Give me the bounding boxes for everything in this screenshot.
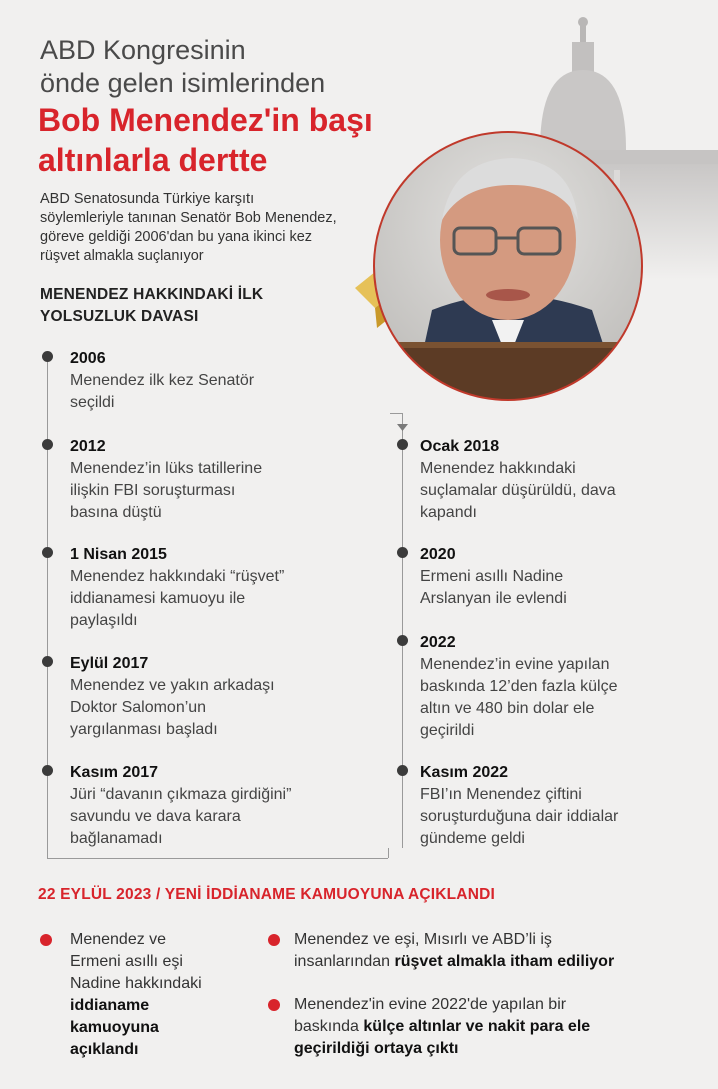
timeline-right-line: [402, 413, 403, 848]
title-intro: [40, 34, 400, 100]
timeline-text: Menendez hakkındaki: [420, 460, 576, 477]
timeline-item-2006: [70, 348, 370, 414]
bullet-text-bold: iddianame: [70, 997, 150, 1014]
bullet-dot: [268, 934, 280, 946]
timeline-item-2012: [70, 436, 370, 524]
timeline-top-connector: [390, 413, 402, 414]
timeline-item-2015: [70, 544, 370, 632]
bullet-text-bold: açıklandı: [70, 1041, 139, 1058]
bullet-gold-seized: [294, 994, 694, 1060]
title-intro-line1: ABD Kongresinin: [40, 35, 246, 65]
timeline-text: FBI’ın Menendez çiftini: [420, 786, 582, 803]
bullet-dot: [268, 999, 280, 1011]
timeline-text: Menendez hakkındaki “rüşvet”: [70, 568, 285, 585]
arrow-down-icon: [397, 424, 408, 432]
timeline-date: 2012: [70, 438, 106, 455]
timeline-text: yargılanması başladı: [70, 721, 218, 738]
new-indictment-title: 22 EYLÜL 2023 / YENİ İDDİANAME KAMUOYUNA AÇIKLANDI: [38, 886, 495, 903]
subtitle-line3: göreve geldiği 2006'dan bu yana ikinci kez: [40, 229, 313, 245]
bullet-text-bold: rüşvet almakla itham ediliyor: [394, 953, 615, 970]
headline-line1: Bob Menendez'in başı: [38, 102, 373, 138]
timeline-text: Ermeni asıllı Nadine: [420, 568, 564, 585]
timeline-dot: [397, 635, 408, 646]
headline-line2: altınlarla dertte: [38, 142, 268, 178]
timeline-item-2022: [420, 632, 710, 742]
timeline-text: Menendez’in lüks tatillerine: [70, 460, 263, 477]
subtitle-line4: rüşvet almakla suçlanıyor: [40, 248, 204, 264]
timeline-text: iddianamesi kamuoyu ile: [70, 590, 246, 607]
timeline-text: baskında 12’den fazla külçe: [420, 678, 618, 695]
timeline-dot: [42, 656, 53, 667]
bullet-dot: [40, 934, 52, 946]
title-intro-line2: önde gelen isimlerinden: [40, 68, 326, 98]
timeline-text: savundu ve dava karara: [70, 808, 241, 825]
timeline-dot: [397, 547, 408, 558]
bullet-text-bold: geçirildiği ortaya çıktı: [294, 1040, 459, 1057]
timeline-text: seçildi: [70, 394, 115, 411]
timeline-date: 1 Nisan 2015: [70, 546, 167, 563]
timeline-section-title-line1: MENENDEZ HAKKINDAKİ İLK: [40, 286, 264, 303]
timeline-date: 2006: [70, 350, 106, 367]
bullet-text-bold: kamuoyuna: [70, 1019, 159, 1036]
bullet-text: Menendez'in evine 2022'de yapılan bir: [294, 996, 567, 1013]
timeline-dot: [42, 547, 53, 558]
bullet-text: Menendez ve: [70, 931, 167, 948]
subtitle: [40, 190, 385, 266]
timeline-section-title-line2: YOLSUZLUK DAVASI: [40, 308, 199, 325]
timeline-text: Menendez’in evine yapılan: [420, 656, 610, 673]
timeline-text: gündeme geldi: [420, 830, 525, 847]
timeline-item-kasim-2022: [420, 762, 710, 850]
timeline-item-2020: [420, 544, 710, 610]
timeline-item-ocak-2018: [420, 436, 710, 524]
subtitle-line2: söylemleriyle tanınan Senatör Bob Menendez,: [40, 210, 337, 226]
timeline-text: suçlamalar düşürüldü, dava: [420, 482, 616, 499]
timeline-dot: [397, 765, 408, 776]
timeline-text: Menendez ve yakın arkadaşı: [70, 677, 275, 694]
timeline-text: Jüri “davanın çıkmaza girdiğini”: [70, 786, 292, 803]
subtitle-line1: ABD Senatosunda Türkiye karşıtı: [40, 191, 255, 207]
portrait-photo: [372, 130, 644, 402]
timeline-date: Ocak 2018: [420, 438, 500, 455]
timeline-text: altın ve 480 bin dolar ele: [420, 700, 595, 717]
timeline-date: Kasım 2017: [70, 764, 159, 781]
timeline-dot: [42, 765, 53, 776]
timeline-date: 2020: [420, 546, 456, 563]
timeline-section-title: [40, 284, 300, 328]
bullet-text: Menendez ve eşi, Mısırlı ve ABD’li iş: [294, 931, 552, 948]
timeline-text: geçirildi: [420, 722, 475, 739]
timeline-date: Kasım 2022: [420, 764, 509, 781]
timeline-text: soruşturduğuna dair iddialar: [420, 808, 619, 825]
bullet-text: baskında: [294, 1018, 364, 1035]
timeline-bottom-connector-tick: [388, 848, 389, 858]
timeline-text: Doktor Salomon’un: [70, 699, 207, 716]
bullet-text: insanlarından: [294, 953, 395, 970]
timeline-dot: [397, 439, 408, 450]
timeline-text: ilişkin FBI soruşturması: [70, 482, 236, 499]
timeline-item-kasim-2017: [70, 762, 370, 850]
timeline-text: paylaşıldı: [70, 612, 138, 629]
timeline-text: Menendez ilk kez Senatör: [70, 372, 255, 389]
timeline-date: 2022: [420, 634, 456, 651]
timeline-bottom-connector: [47, 858, 388, 859]
timeline-text: basına düştü: [70, 504, 162, 521]
timeline-left-line: [47, 360, 48, 858]
bullet-text: Nadine hakkındaki: [70, 975, 202, 992]
timeline-text: Arslanyan ile evlendi: [420, 590, 567, 607]
timeline-text: kapandı: [420, 504, 477, 521]
timeline-text: bağlanamadı: [70, 830, 163, 847]
bullet-text-bold: külçe altınlar ve nakit para ele: [363, 1018, 591, 1035]
timeline-item-eylul-2017: [70, 653, 370, 741]
timeline-date: Eylül 2017: [70, 655, 149, 672]
timeline-dot: [42, 439, 53, 450]
bullet-indictment: [70, 929, 260, 1061]
bullet-text: Ermeni asıllı eşi: [70, 953, 183, 970]
timeline-dot: [42, 351, 53, 362]
bullet-bribery: [294, 929, 694, 973]
